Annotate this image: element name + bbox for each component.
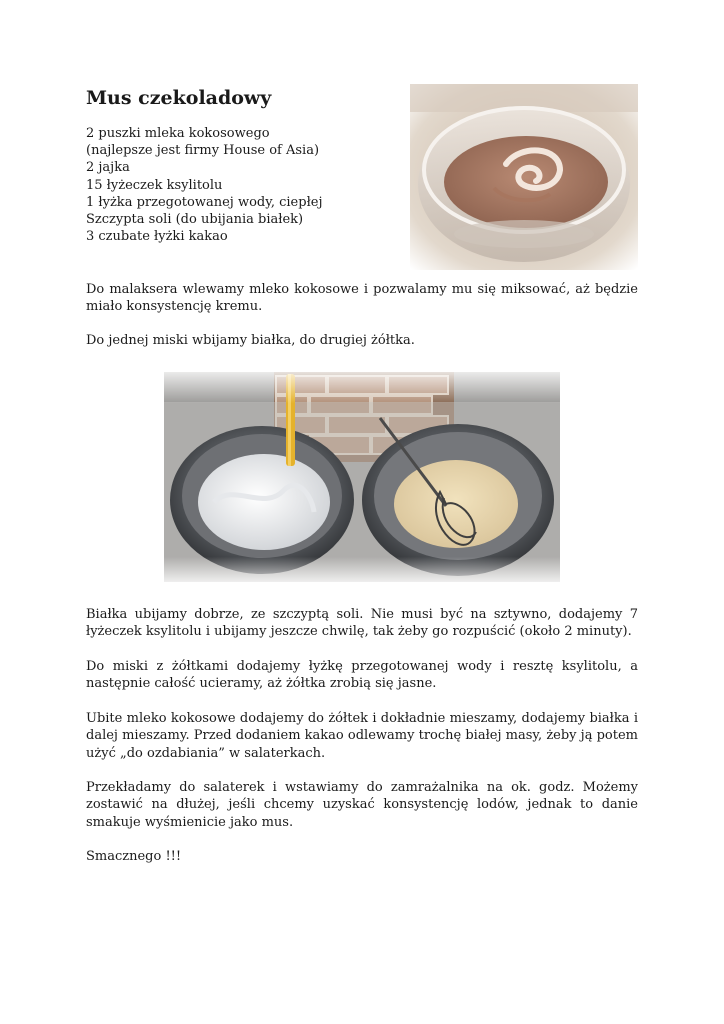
step-paragraph: Do miski z żółtkami dodajemy łyżkę przegotowanej wody i resztę ksylitolu, a następnie całość ucieramy, aż żółtka zrobią się jasne.	[86, 659, 638, 692]
chocolate-mousse-photo	[410, 84, 638, 270]
recipe-title: Mus czekoladowy	[86, 87, 272, 109]
step-paragraph: Do jednej miski wbijamy białka, do drugiej żółtka.	[86, 333, 415, 348]
ingredient-item: 2 jajka	[86, 160, 130, 176]
egg-bowls-photo	[164, 372, 560, 582]
ingredient-item: 1 łyżka przegotowanej wody, ciepłej	[86, 194, 323, 210]
step-paragraph: Ubite mleko kokosowe dodajemy do żółtek i dokładnie mieszamy, dodajemy białka i dalej mieszamy. Przed dodaniem kakao odlewamy trochę białej masy, żeby ją potem użyć „do ozdabiania” w salaterkach.	[86, 711, 638, 761]
step-paragraph: Przekładamy do salaterek i wstawiamy do zamrażalnika na ok. godz. Możemy zostawić na dłużej, jeśli chcemy uzyskać konsystencję lodów, jednak to danie smakuje wyśmienicie jako mus.	[86, 780, 638, 830]
ingredient-item: 2 puszki mleka kokosowego	[86, 126, 270, 141]
ingredient-item: 15 łyżeczek ksylitolu	[86, 177, 223, 193]
step-paragraph: Do malaksera wlewamy mleko kokosowe i pozwalamy mu się miksować, aż będzie miało konsystencję kremu.	[86, 282, 638, 315]
ingredient-item: 3 czubate łyżki kakao	[86, 229, 228, 245]
ingredient-list	[86, 125, 406, 245]
step-paragraph: Białka ubijamy dobrze, ze szczyptą soli. Nie musi być na sztywno, dodajemy 7 łyżeczek ksylitolu i ubijamy jeszcze chwilę, tak żeby go rozpuścić (około 2 minuty).	[86, 607, 638, 640]
closing-line: Smacznego !!!	[86, 849, 182, 864]
ingredient-item: (najlepsze jest firmy House of Asia)	[86, 143, 320, 159]
ingredient-item: Szczypta soli (do ubijania białek)	[86, 212, 304, 228]
